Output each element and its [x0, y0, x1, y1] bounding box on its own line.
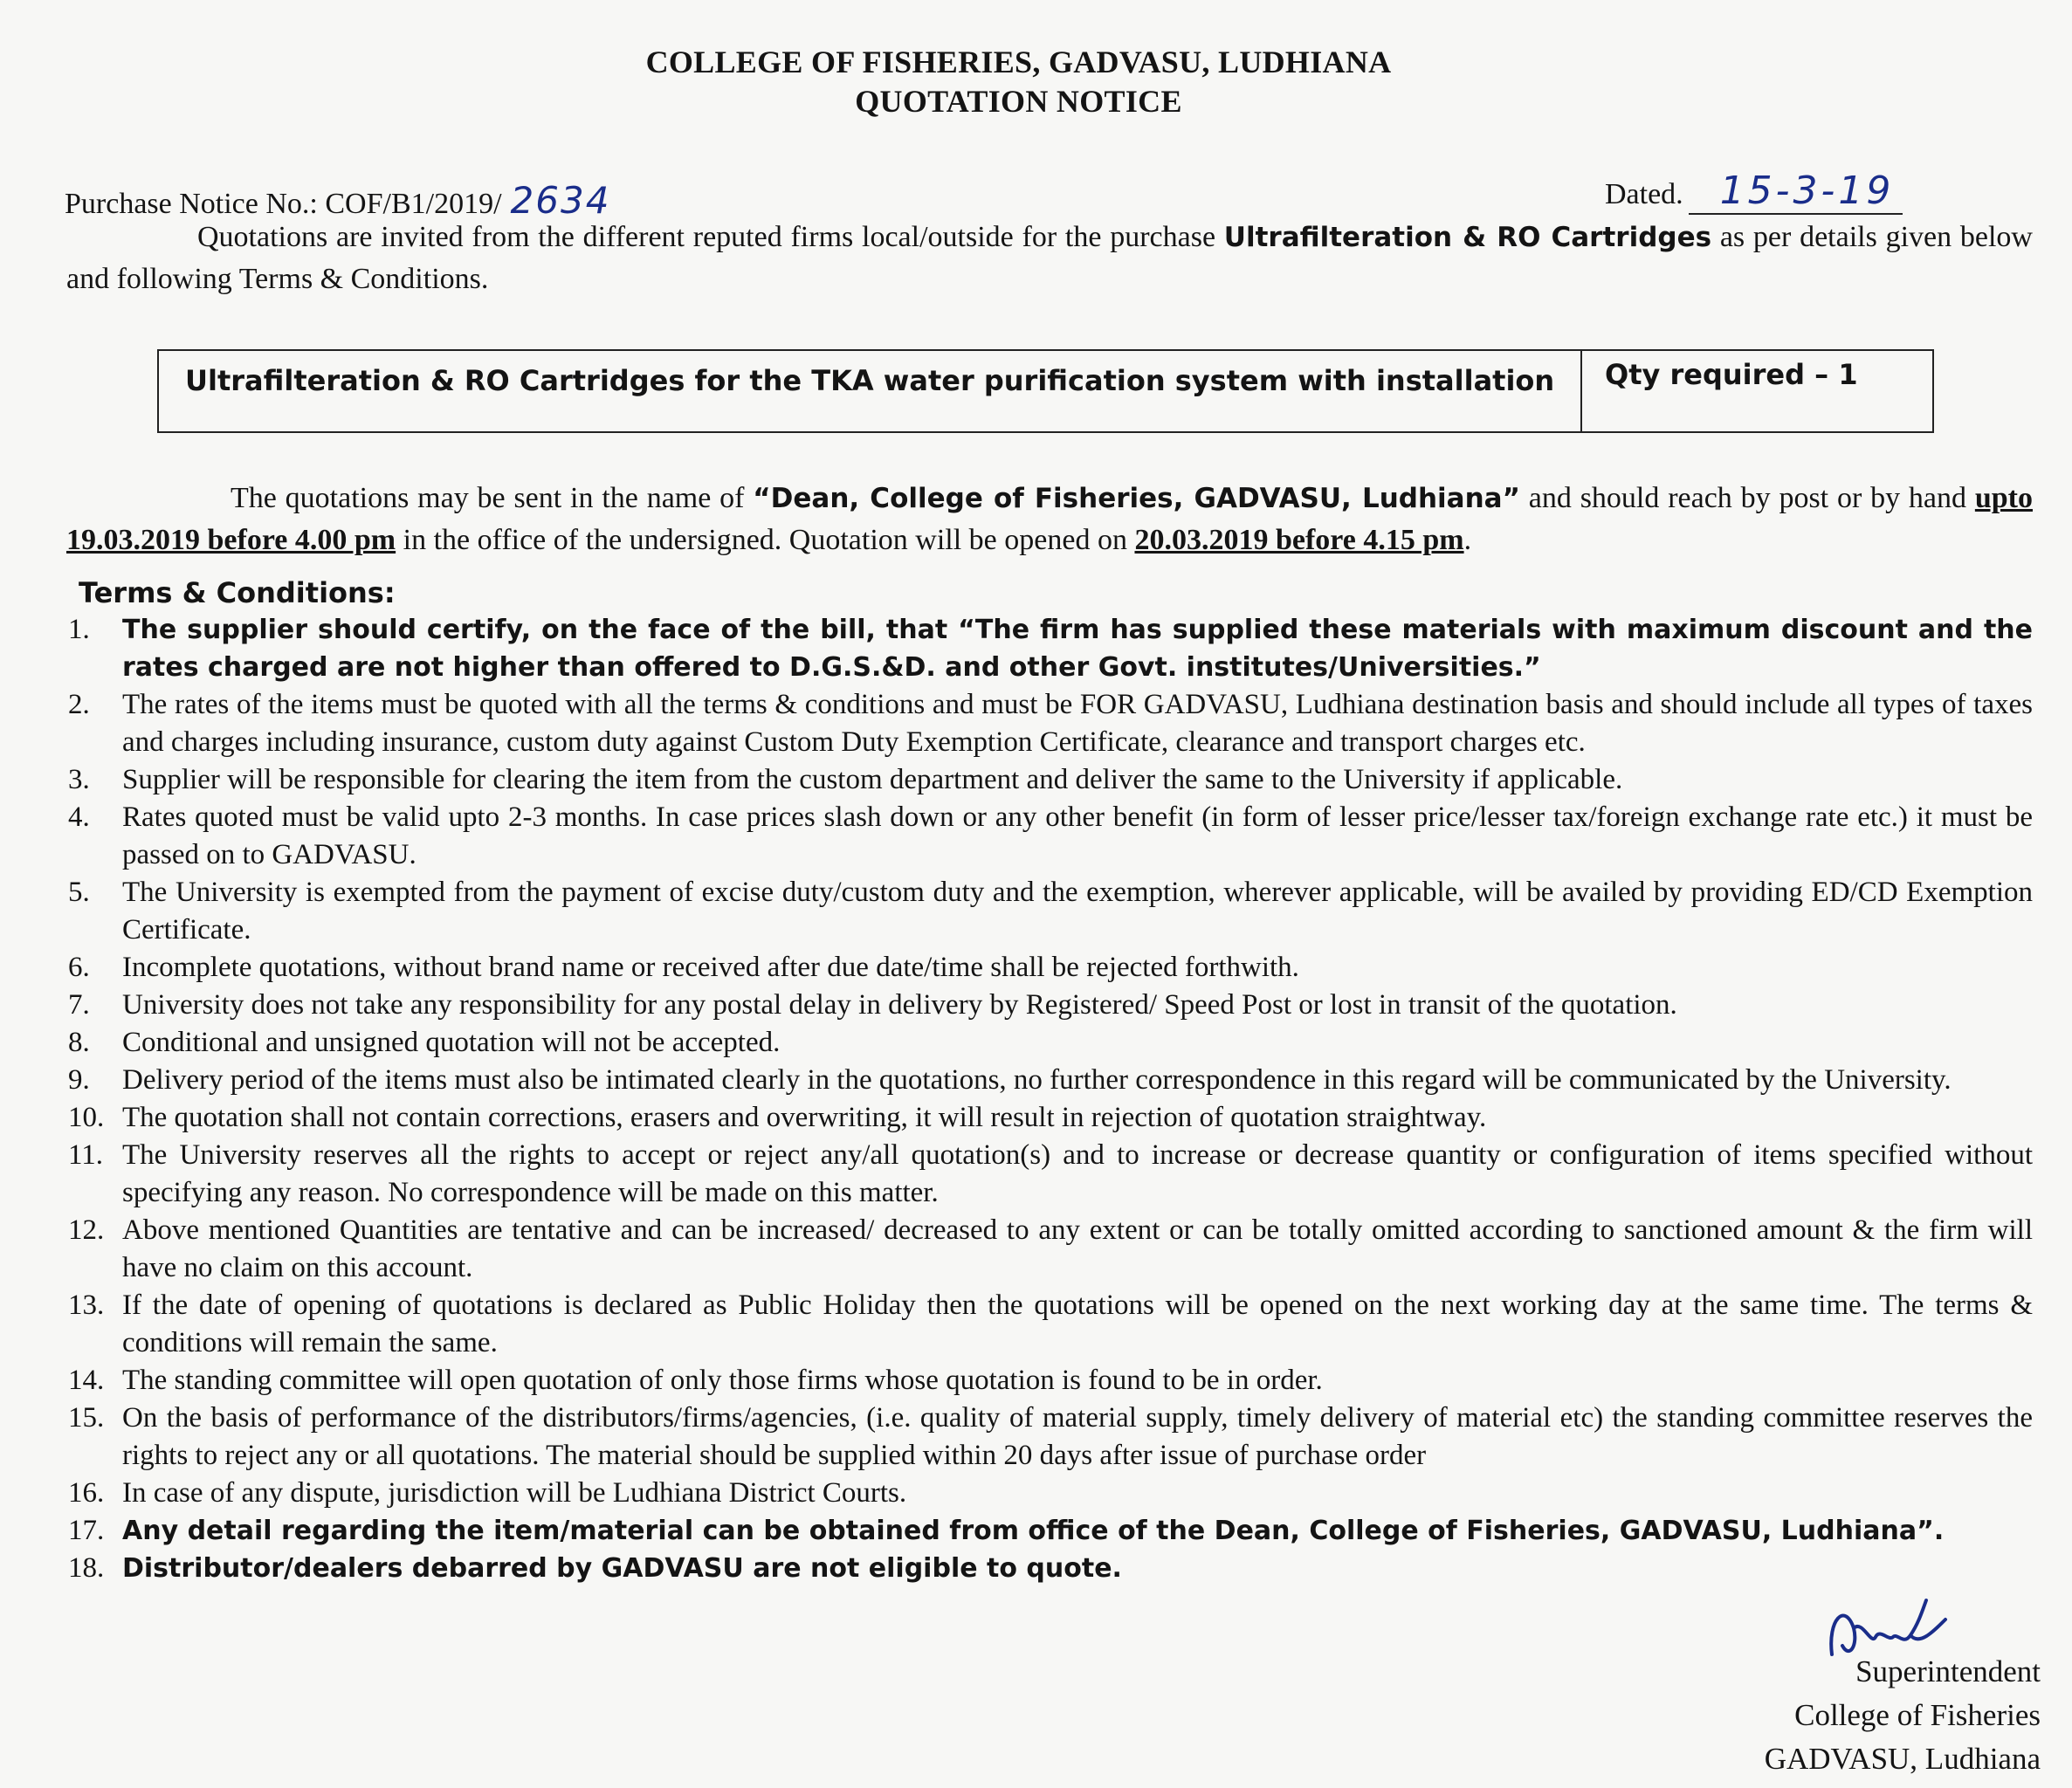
terms-item	[61, 1062, 2033, 1099]
terms-item	[61, 949, 2033, 987]
dated-label: Dated.	[1605, 178, 1683, 210]
submission-deadline: upto 19.03.2019 before 4.00 pm	[66, 482, 2033, 556]
terms-item-number: 17.	[68, 1515, 105, 1546]
terms-item	[61, 1362, 2033, 1399]
terms-item	[61, 1137, 2033, 1212]
terms-item-number: 8.	[68, 1027, 90, 1058]
terms-item	[61, 874, 2033, 949]
terms-item	[61, 1099, 2033, 1137]
terms-item-text: Above mentioned Quantities are tentative and can be increased/ decreased to any extent or can be totally omitted according to sanctioned amount & the firm will have no claim on this account.	[122, 1214, 2033, 1283]
submission-text-3: in the office of the undersigned. Quotation will be opened on	[396, 524, 1135, 556]
terms-item	[61, 1475, 2033, 1512]
signatory-office: College of Fisheries	[1794, 1698, 2041, 1732]
terms-item-text: Delivery period of the items must also be intimated clearly in the quotations, no further correspondence in this regard will be communicated by the University.	[122, 1064, 1952, 1096]
terms-item	[61, 799, 2033, 874]
terms-item	[61, 1212, 2033, 1287]
terms-item-number: 13.	[68, 1289, 105, 1321]
terms-item-number: 14.	[68, 1365, 105, 1396]
terms-item-text: In case of any dispute, jurisdiction will be Ludhiana District Courts.	[122, 1477, 907, 1509]
terms-item	[61, 761, 2033, 799]
submission-text-4: .	[1463, 524, 1472, 556]
terms-item-number: 7.	[68, 989, 90, 1021]
terms-item-text: Any detail regarding the item/material can be obtained from office of the Dean, College of Fisheries, GADVASU, Ludhiana”.	[122, 1516, 1945, 1546]
item-table	[157, 349, 1934, 433]
notice-title: QUOTATION NOTICE	[855, 84, 1182, 119]
terms-item-text: The quotation shall not contain corrections, erasers and overwriting, it will result in rejection of quotation straightway.	[122, 1102, 1487, 1133]
college-heading: COLLEGE OF FISHERIES, GADVASU, LUDHIANA	[645, 45, 1392, 79]
opening-date: 20.03.2019 before 4.15 pm	[1134, 524, 1464, 556]
terms-item-number: 2.	[68, 689, 90, 720]
intro-text-1: Quotations are invited from the different reputed firms local/outside for the purchase	[197, 221, 1224, 253]
notice-date	[1605, 168, 1903, 215]
addressee-name: “Dean, College of Fisheries, GADVASU, Ludhiana”	[753, 483, 1520, 514]
intro-text-2: as per details given below and following Terms & Conditions.	[66, 221, 2033, 295]
terms-item	[61, 1287, 2033, 1362]
terms-item-text: Rates quoted must be valid upto 2-3 months. In case prices slash down or any other benefit (in form of lesser price/lesser tax/foreign exchange rate etc.) it must be passed on to GADVASU.	[122, 801, 2033, 870]
terms-list	[61, 611, 2033, 1587]
terms-item	[61, 1550, 2033, 1587]
terms-heading: Terms & Conditions:	[79, 576, 396, 609]
item-row	[158, 350, 1933, 432]
terms-item-number: 9.	[68, 1064, 90, 1096]
terms-item-text: The standing committee will open quotation of only those firms whose quotation is found to be in order.	[122, 1365, 1323, 1396]
submission-text-1: The quotations may be sent in the name of	[231, 482, 754, 514]
submission-paragraph	[66, 478, 2033, 561]
terms-item-number: 3.	[68, 764, 90, 795]
intro-paragraph	[66, 217, 2033, 300]
terms-item-text: University does not take any responsibility for any postal delay in delivery by Registered/ Speed Post or lost in transit of the quotation.	[122, 989, 1677, 1021]
signatory-designation: Superintendent	[1855, 1654, 2041, 1688]
terms-item-text: If the date of opening of quotations is declared as Public Holiday then the quotations will be opened on the next working day at the same time. The terms & conditions will remain the same.	[122, 1289, 2033, 1358]
signature-block	[1765, 1650, 2041, 1781]
submission-text-2: and should reach by post or by hand	[1519, 482, 1975, 514]
terms-item	[61, 1512, 2033, 1550]
signatory-university: GADVASU, Ludhiana	[1764, 1742, 2041, 1776]
notice-number-label: Purchase Notice No.: COF/B1/2019/	[65, 188, 502, 220]
terms-item-number: 12.	[68, 1214, 105, 1246]
terms-item-number: 4.	[68, 801, 90, 833]
terms-item-number: 11.	[68, 1139, 104, 1171]
terms-item	[61, 987, 2033, 1024]
terms-item-text: On the basis of performance of the distributors/firms/agencies, (i.e. quality of material supply, timely delivery of material etc) the standing committee reserves the rights to reject any or all quotations. The material should be supplied within 20 days after issue of purchase order	[122, 1402, 2033, 1471]
terms-item	[61, 1399, 2033, 1475]
terms-item-number: 6.	[68, 952, 90, 983]
terms-item-text: The University reserves all the rights to accept or reject any/all quotation(s) and to increase or decrease quantity or configuration of items specified without specifying any reason. No correspondence will be made on this matter.	[122, 1139, 2033, 1208]
terms-item	[61, 1024, 2033, 1062]
terms-item	[61, 686, 2033, 761]
item-quantity: Qty required – 1	[1581, 350, 1933, 432]
terms-item-text: The supplier should certify, on the face of the bill, that “The firm has supplied these materials with maximum discount and the rates charged are not higher than offered to D.G.S.&D. and other Govt. institutes/Universities.”	[122, 615, 2033, 683]
terms-item-number: 15.	[68, 1402, 105, 1434]
terms-item-number: 16.	[68, 1477, 105, 1509]
terms-item-number: 10.	[68, 1102, 105, 1133]
terms-item-number: 18.	[68, 1552, 105, 1584]
terms-item-text: Supplier will be responsible for clearing the item from the custom department and deliver the same to the University if applicable.	[122, 764, 1623, 795]
terms-item-number: 1.	[68, 614, 90, 645]
item-description: Ultrafilteration & RO Cartridges for the TKA water purification system with installation	[158, 350, 1581, 432]
terms-item	[61, 611, 2033, 686]
handwritten-date: 15-3-19	[1689, 168, 1903, 215]
terms-item-text: Conditional and unsigned quotation will not be accepted.	[122, 1027, 781, 1058]
terms-item-number: 5.	[68, 877, 90, 908]
terms-item-text: Incomplete quotations, without brand name or received after due date/time shall be rejected forthwith.	[122, 952, 1299, 983]
handwritten-notice-number: 2634	[510, 179, 611, 222]
intro-item-name: Ultrafilteration & RO Cartridges	[1223, 222, 1712, 253]
purchase-notice-number	[65, 179, 610, 222]
terms-item-text: The rates of the items must be quoted with all the terms & conditions and must be FOR GADVASU, Ludhiana destination basis and should include all types of taxes and charges including insurance, custom duty against Custom Duty Exemption Certificate, clearance and transport charges etc.	[122, 689, 2033, 758]
terms-item-text: The University is exempted from the payment of excise duty/custom duty and the exemption, wherever applicable, will be availed by providing ED/CD Exemption Certificate.	[122, 877, 2033, 946]
terms-item-text: Distributor/dealers debarred by GADVASU are not eligible to quote.	[122, 1553, 1122, 1584]
